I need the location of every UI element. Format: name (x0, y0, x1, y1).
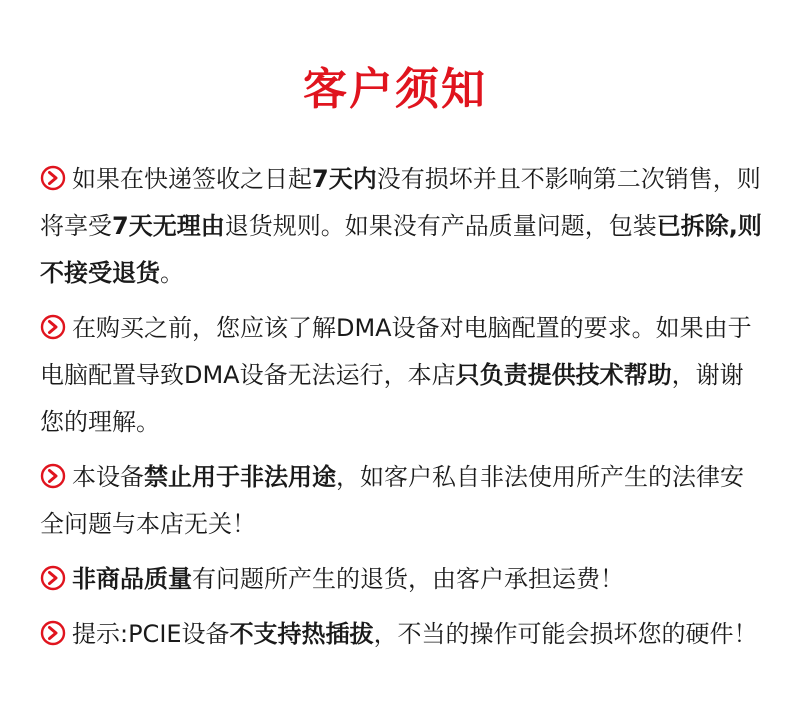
notice-emphasis: 不支持热插拔 (229, 620, 374, 648)
notice-emphasis: 7天无理由 (112, 212, 225, 240)
notice-text: 。 (160, 259, 184, 287)
notice-text: 提示:PCIE设备 (72, 620, 230, 648)
red-circle-chevron-right-icon (40, 565, 66, 591)
notice-emphasis: 已拆除,则不接受退货 (40, 212, 762, 287)
red-circle-chevron-right-icon (40, 620, 66, 646)
notice-emphasis: 只负责提供技术帮助 (455, 361, 672, 389)
notice-text: ，谢谢您的理解。 (40, 361, 744, 436)
notice-emphasis: 7天内 (312, 165, 377, 193)
notice-text: 如果在快递签收之日起 (72, 165, 312, 193)
notice-list (40, 156, 762, 666)
notice-item (40, 611, 762, 658)
notice-item (40, 305, 762, 446)
red-circle-chevron-right-icon (40, 165, 66, 191)
page-title: 客户须知 (303, 64, 487, 115)
notice-text: 有问题所产生的退货，由客户承担运费！ (192, 565, 624, 593)
notice-emphasis: 非商品质量 (72, 565, 192, 593)
notice-item (40, 556, 762, 603)
notice-text: 本设备 (72, 463, 144, 491)
notice-text: ，如客户私自非法使用所产生的法律安全问题与本店无关！ (40, 463, 744, 538)
notice-item (40, 454, 762, 548)
notice-text: 退货规则。如果没有产品质量问题，包装 (224, 212, 657, 240)
notice-item (40, 156, 762, 297)
notice-text: 没有损坏并且不影响第二次销售，则将享受 (40, 165, 761, 240)
red-circle-chevron-right-icon (40, 314, 66, 340)
notice-text: 在购买之前，您应该了解DMA设备对电脑配置的要求。如果由于电脑配置导致DMA设备无法运行，本店 (40, 314, 752, 389)
notice-emphasis: 禁止用于非法用途 (144, 463, 336, 491)
red-circle-chevron-right-icon (40, 463, 66, 489)
notice-text: ，不当的操作可能会损坏您的硬件！ (373, 620, 758, 648)
